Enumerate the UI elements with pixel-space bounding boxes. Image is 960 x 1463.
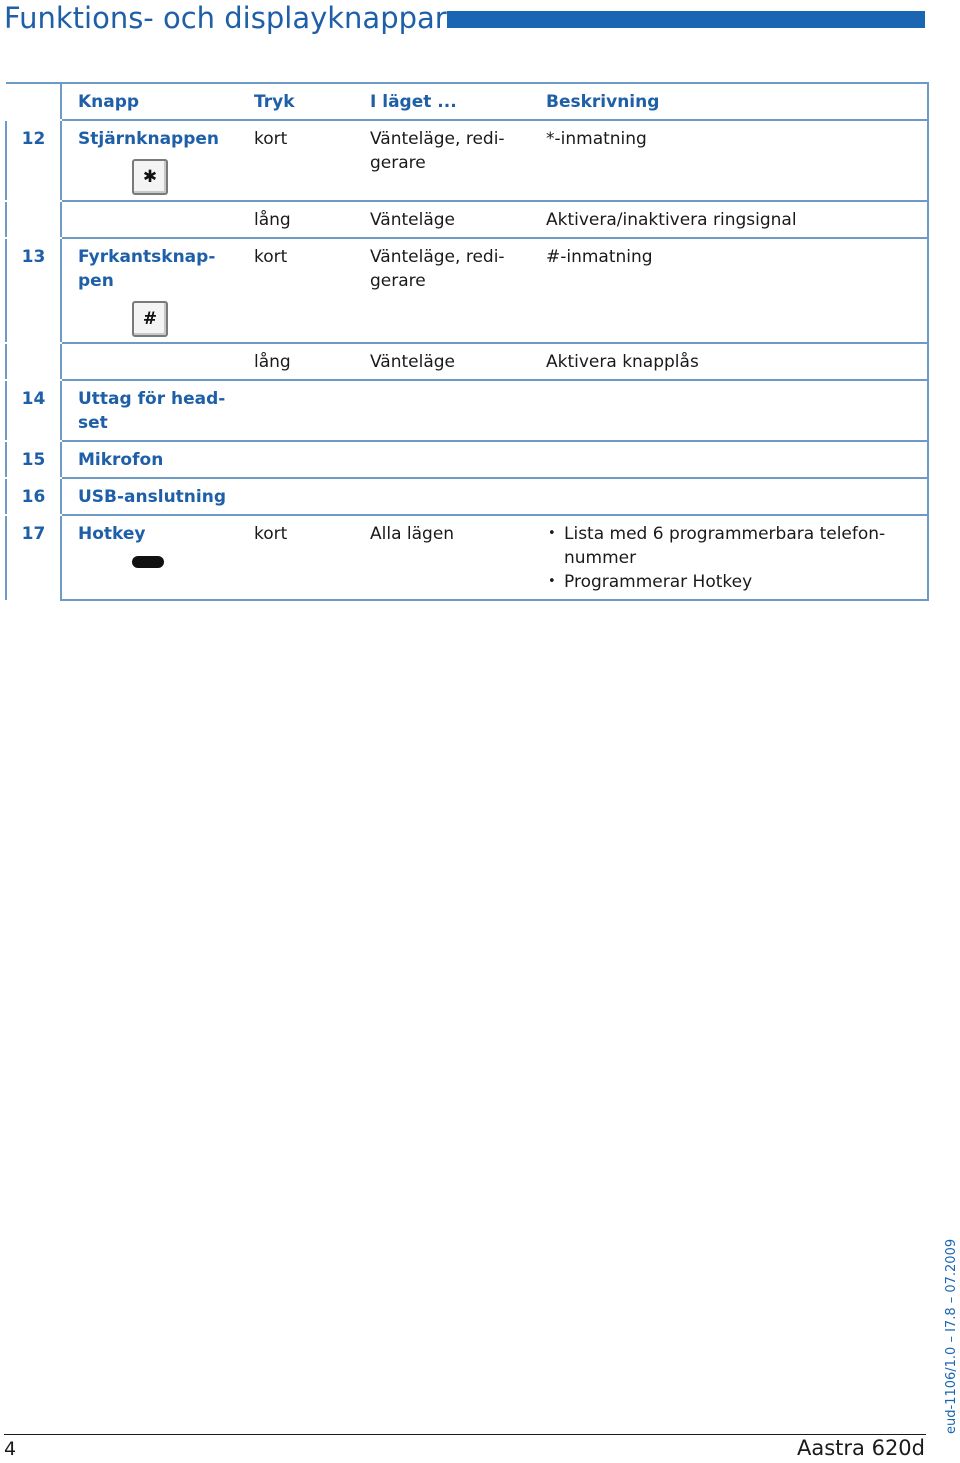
page-number: 4 xyxy=(4,1438,17,1460)
table-row xyxy=(6,343,928,380)
row-description xyxy=(546,515,928,600)
title-accent-bar xyxy=(447,11,925,28)
row-press: kort xyxy=(254,238,370,343)
row-description xyxy=(546,478,928,515)
row-key xyxy=(61,238,254,343)
row-press: kort xyxy=(254,515,370,600)
row-key-label: Hotkey xyxy=(78,524,146,544)
table-row xyxy=(6,515,928,600)
row-press xyxy=(254,441,370,478)
row-mode xyxy=(370,441,546,478)
row-key-label: Fyrkantsknap-pen xyxy=(78,247,216,291)
row-key: Mikrofon xyxy=(61,441,254,478)
header-key: Knapp xyxy=(61,83,254,120)
row-press: kort xyxy=(254,120,370,201)
row-mode: Vänteläge xyxy=(370,201,546,238)
row-press xyxy=(254,478,370,515)
row-mode xyxy=(370,380,546,441)
table-row xyxy=(6,478,928,515)
row-description: *-inmatning xyxy=(546,120,928,201)
row-key xyxy=(61,120,254,201)
row-key-label: Stjärnknappen xyxy=(78,129,220,149)
list-item: • Programmerar Hotkey xyxy=(564,570,927,594)
table-row xyxy=(6,380,928,441)
row-num: 12 xyxy=(6,120,61,201)
header-num xyxy=(6,83,61,120)
table-header-row xyxy=(6,83,928,120)
row-mode-label: Vänteläge, redi-gerare xyxy=(370,129,505,173)
row-press xyxy=(254,380,370,441)
description-list xyxy=(546,522,927,594)
row-num: 13 xyxy=(6,238,61,343)
row-description: Aktivera knapplås xyxy=(546,343,928,380)
product-name: Aastra 620d xyxy=(797,1436,925,1460)
header-mode: I läget ... xyxy=(370,83,546,120)
footer-rule xyxy=(4,1434,926,1435)
header-description: Beskrivning xyxy=(546,83,928,120)
row-key-label: Uttag för head-set xyxy=(78,389,226,433)
row-mode xyxy=(370,120,546,201)
function-keys-table xyxy=(5,82,929,601)
row-press: lång xyxy=(254,343,370,380)
row-num: 16 xyxy=(6,478,61,515)
row-num: 14 xyxy=(6,380,61,441)
row-num xyxy=(6,201,61,238)
table-row xyxy=(6,201,928,238)
row-num xyxy=(6,343,61,380)
hotkey-icon xyxy=(132,556,164,568)
row-num: 15 xyxy=(6,441,61,478)
row-mode xyxy=(370,478,546,515)
list-item: • Lista med 6 programmerbara telefon-nummer xyxy=(564,522,894,570)
row-mode: Alla lägen xyxy=(370,515,546,600)
row-press: lång xyxy=(254,201,370,238)
table-row xyxy=(6,238,928,343)
row-key xyxy=(61,201,254,238)
row-mode-label: Vänteläge, redi-gerare xyxy=(370,247,505,291)
row-description: Aktivera/inaktivera ringsignal xyxy=(546,201,928,238)
header-press: Tryk xyxy=(254,83,370,120)
star-key-icon: ✱ xyxy=(132,159,168,195)
row-mode xyxy=(370,238,546,343)
row-description xyxy=(546,441,928,478)
row-key: USB-anslutning xyxy=(61,478,254,515)
row-key xyxy=(61,515,254,600)
row-key xyxy=(61,380,254,441)
document-id: eud-1106/1.0 – I7.8 – 07.2009 xyxy=(944,1238,959,1434)
row-description: #-inmatning xyxy=(546,238,928,343)
table-row xyxy=(6,120,928,201)
row-num: 17 xyxy=(6,515,61,600)
row-mode: Vänteläge xyxy=(370,343,546,380)
hash-key-icon: # xyxy=(132,301,168,337)
table-row xyxy=(6,441,928,478)
row-key xyxy=(61,343,254,380)
page-title: Funktions- och displayknappar xyxy=(4,1,447,35)
row-description xyxy=(546,380,928,441)
